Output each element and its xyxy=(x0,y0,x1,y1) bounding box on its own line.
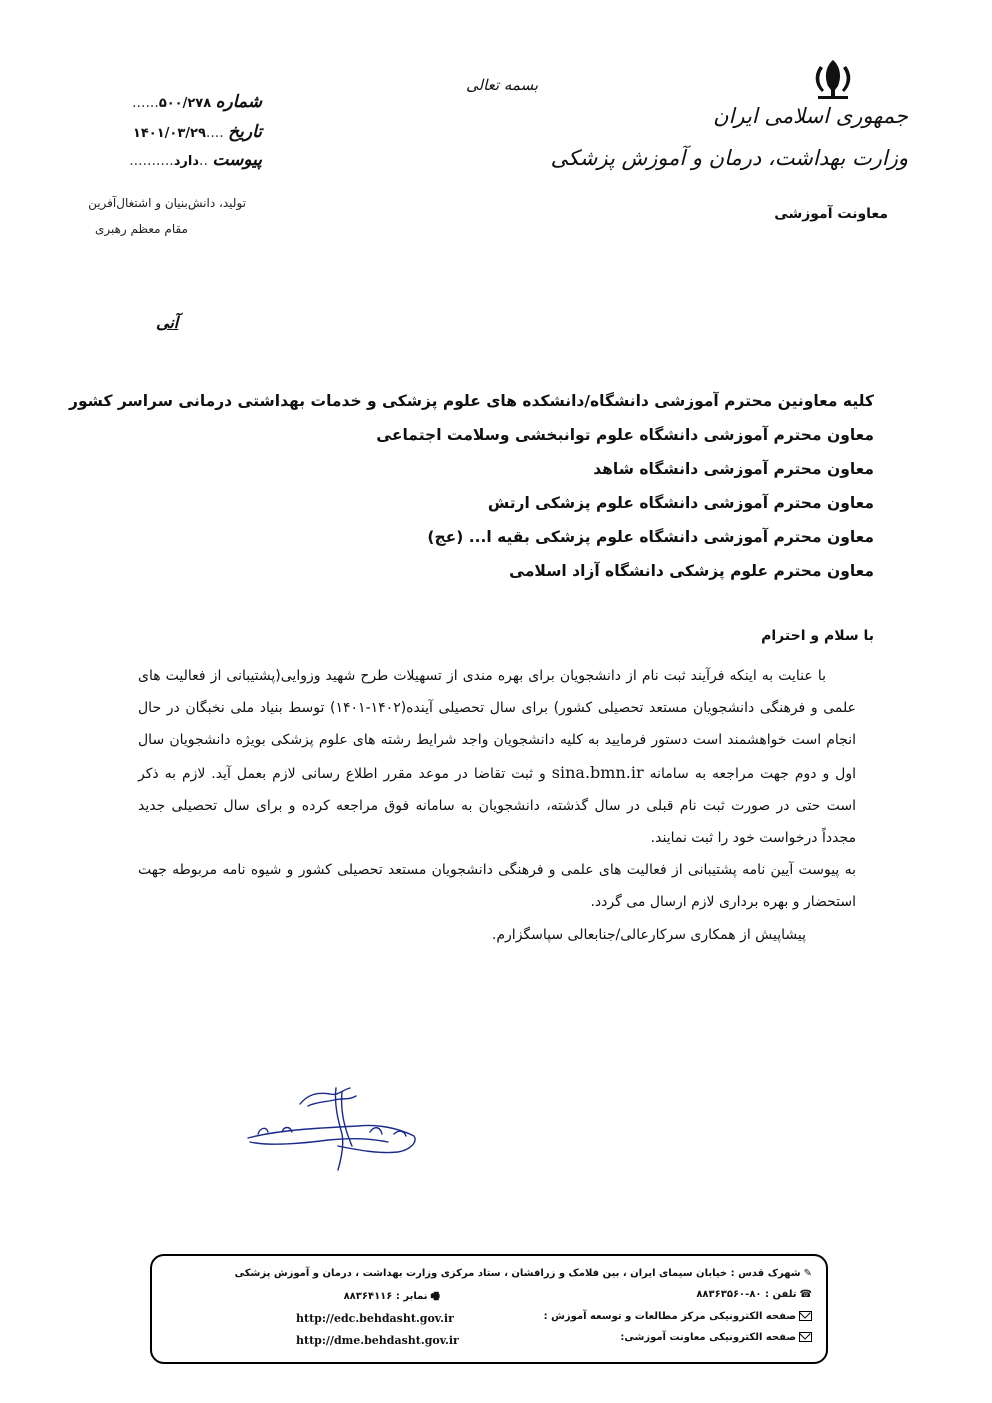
body-paragraph-3: پیشاپیش از همکاری سرکارعالی/جنابعالی سپاسگزارم. xyxy=(491,926,806,943)
body-paragraph-1-continuation: و ثبت تقاضا در موعد مقرر اطلاع رسانی لازم بعمل آید. لازم به ذکر است حتی در صورت ثبت نام قبلی در سال گذشته، دانشجویان به سامانه فوق مراجعه کرده و برای سال تحصیلی جدید مجدداً درخواست خود را ثبت نمایند. xyxy=(138,765,856,847)
location-icon: ✎ xyxy=(803,1268,812,1279)
slogan-attribution: مقام معظم رهبری xyxy=(94,222,188,236)
ministry-name-line: وزارت بهداشت، درمان و آموزش پزشکی xyxy=(550,146,908,170)
dots: .. xyxy=(199,153,208,169)
recipient-line: معاون محترم آموزشی دانشگاه علوم توانبخشی وسلامت اجتماعی xyxy=(376,426,874,444)
letter-body xyxy=(138,660,856,951)
slogan-text: تولید، دانش‌بنیان و اشتغال‌آفرین xyxy=(88,196,246,210)
mail-icon xyxy=(799,1332,812,1342)
dots: .... xyxy=(205,125,224,141)
footer-fax: نمابر : ۸۸۳۶۴۱۱۶ xyxy=(343,1291,428,1302)
ministry-country-line: جمهوری اسلامی ایران xyxy=(713,104,908,128)
footer-dme-row xyxy=(620,1332,812,1343)
mail-icon xyxy=(799,1311,812,1321)
system-url: sina.bmn.ir xyxy=(551,762,644,782)
letter-attachment-row xyxy=(112,150,262,170)
recipient-line: معاون محترم آموزشی دانشگاه شاهد xyxy=(593,460,874,478)
footer-phone-row xyxy=(696,1289,812,1300)
greeting: با سلام و احترام xyxy=(761,628,874,644)
recipient-line: معاون محترم آموزشی دانشگاه علوم پزشکی ارتش xyxy=(487,494,874,512)
bismillah: بسمه تعالی xyxy=(466,76,539,94)
recipient-line: معاون محترم علوم پزشکی دانشگاه آزاد اسلامی xyxy=(509,562,874,580)
dots: ...... xyxy=(132,95,159,111)
letter-attachment-value: دارد xyxy=(173,154,200,169)
footer-edc-label: صفحه الکترونیکی مرکز مطالعات و توسعه آموزش : xyxy=(543,1311,796,1322)
body-paragraph-2: به پیوست آیین نامه پشتیبانی از فعالیت های علمی و فرهنگی دانشجویان مستعد تحصیلی کشور و شیوه نامه مربوطه جهت استحضار و بهره برداری لازم ارسال می گردد. xyxy=(138,862,856,911)
footer-fax-row xyxy=(344,1289,440,1306)
body-paragraph-1-text: با عنایت به اینکه فرآیند ثبت نام از دانشجویان برای بهره مندی از تسهیلات طرح شهید وزوایی(پشتیبانی از فعالیت های علمی و فرهنگی دانشجویان مستعد تحصیلی کشور) برای سال تحصیلی آینده(۱۴۰۲-۱۴۰۱) توسط بنیاد ملی نخبگان در حال انجام است خواهشمند است دستور فرمایید به کلیه دانشجویان واجد شرایط رشته های علوم پزشکی بویژه دانشجویان سال اول و دوم جهت مراجعه به سامانه xyxy=(138,668,857,782)
handwritten-signature xyxy=(238,1084,428,1174)
footer-contact-box xyxy=(150,1254,828,1364)
iran-emblem-icon xyxy=(806,56,860,100)
recipient-line: معاون محترم آموزشی دانشگاه علوم پزشکی بقیه ا... (عج) xyxy=(427,528,874,546)
footer-phone: تلفن : ۸۰-۸۸۳۶۳۵۶۰ xyxy=(696,1289,797,1300)
letter-number-row xyxy=(112,92,262,112)
recipients-list xyxy=(69,384,874,588)
letter-date-label: تاریخ xyxy=(228,122,262,142)
letter-number-value: ۵۰۰/۲۷۸ xyxy=(158,96,212,111)
urgency-mark: آنی xyxy=(156,313,179,332)
phone-icon: ☎ xyxy=(799,1289,812,1300)
dots: .......... xyxy=(129,153,174,169)
deputy-title: معاونت آموزشی xyxy=(774,206,888,222)
footer-address: شهرک قدس : خیابان سیمای ایران ، بین فلامک و زرافشان ، ستاد مرکزی وزارت بهداشت ، درمان و آموزش پزشکی xyxy=(234,1268,801,1279)
footer-address-row xyxy=(235,1268,812,1279)
footer-edc-row xyxy=(544,1311,812,1322)
footer-dme-url[interactable]: http://dme.behdasht.gov.ir xyxy=(296,1334,459,1347)
letter-date-value: ۱۴۰۱/۰۳/۲۹ xyxy=(132,126,206,141)
recipient-line: کلیه معاونین محترم آموزشی دانشگاه/دانشکده های علوم پزشکی و خدمات بهداشتی درمانی سراسر کشور xyxy=(69,392,874,410)
letter-date-row xyxy=(112,122,262,142)
footer-dme-label: صفحه الکترونیکی معاونت آموزشی: xyxy=(620,1332,796,1343)
footer-edc-url[interactable]: http://edc.behdasht.gov.ir xyxy=(296,1312,454,1325)
body-paragraph-1 xyxy=(138,660,856,854)
fax-icon: 🖷 xyxy=(430,1291,440,1302)
letter-number-label: شماره xyxy=(215,92,262,112)
letter-attachment-label: پیوست xyxy=(212,150,262,170)
